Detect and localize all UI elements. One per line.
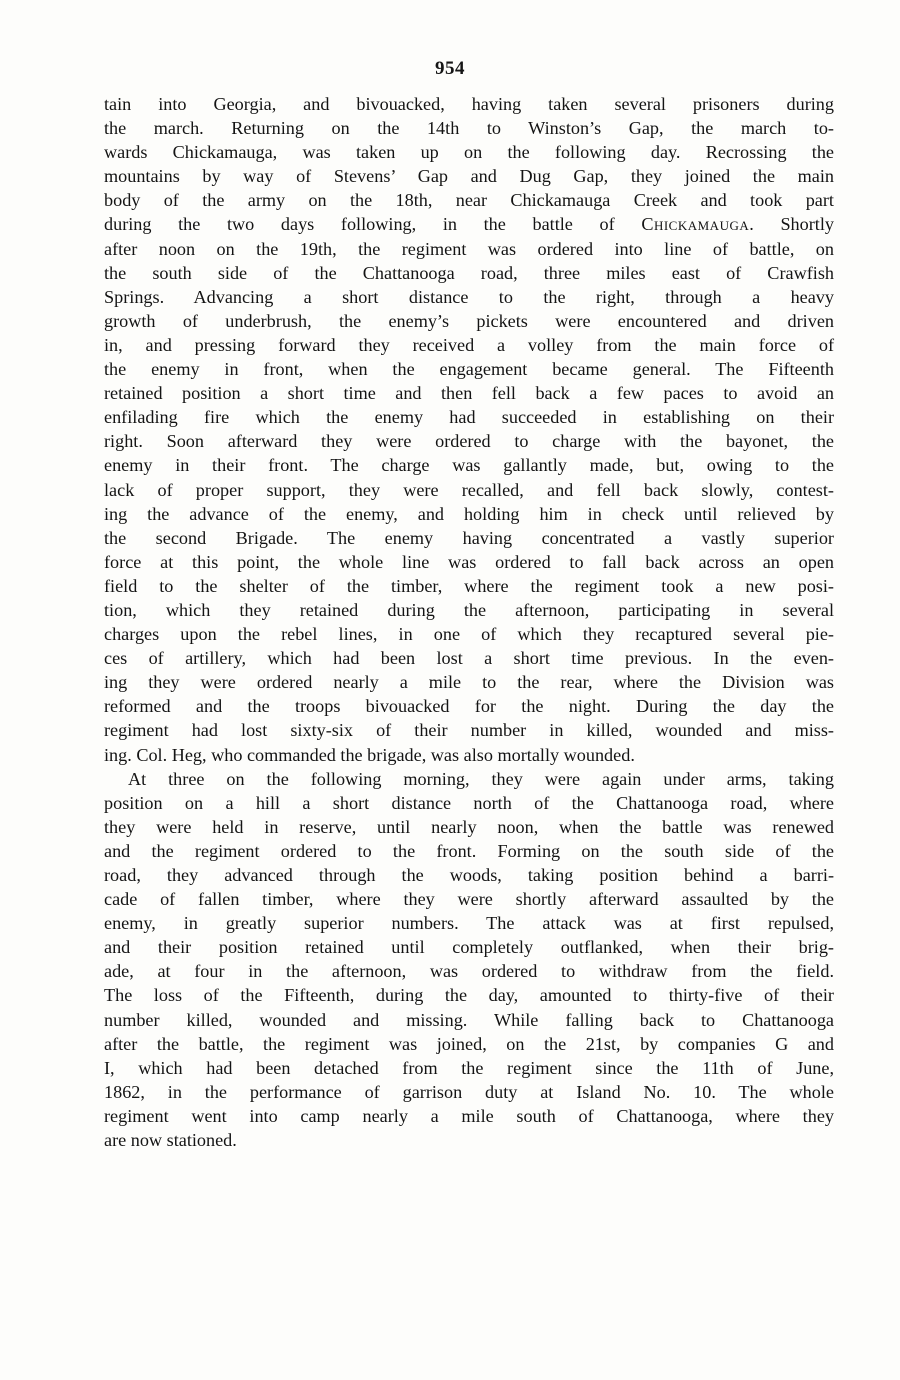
text-line: retained position a short time and then fell back a few paces to avoid an: [104, 383, 834, 404]
text-line: I, which had been detached from the regiment since the 11th of June,: [104, 1057, 834, 1078]
page-number: 954: [435, 58, 465, 79]
text-line: after the battle, the regiment was joined, on the 21st, by companies G and: [104, 1033, 834, 1054]
text-line: road, they advanced through the woods, taking position behind a barri-: [104, 865, 834, 885]
text-line: position on a hill a short distance north of the Chattanooga road, where: [104, 792, 834, 813]
text-line: lack of proper support, they were recalled, and fell back slowly, contest-: [104, 479, 834, 500]
text-line: the second Brigade. The enemy having concentrated a vastly superior: [104, 527, 834, 548]
text-line: the enemy in front, when the engagement became general. The Fifteenth: [104, 359, 834, 380]
text-line: field to the shelter of the timber, where the regiment took a new posi-: [104, 575, 834, 596]
text-line: and their position retained until completely outflanked, when their brig-: [104, 937, 834, 958]
text-line: charges upon the rebel lines, in one of which they recaptured several pie-: [104, 624, 834, 645]
text-line: after noon on the 19th, the regiment was ordered into line of battle, on: [104, 238, 834, 259]
text-line: cade of fallen timber, where they were shortly afterward assaulted by the: [104, 889, 834, 910]
text-line: number killed, wounded and missing. While falling back to Chattanooga: [104, 1009, 834, 1030]
small-caps-text: Chickamauga: [641, 214, 750, 235]
text-line: regiment went into camp nearly a mile south of Chattanooga, where they: [104, 1105, 834, 1126]
text-line: ces of artillery, which had been lost a short time previous. In the even-: [104, 648, 834, 669]
text-line: tion, which they retained during the afternoon, participating in several: [104, 599, 834, 620]
text-line: growth of underbrush, the enemy’s pickets were encountered and driven: [104, 310, 834, 331]
body-text: [104, 92, 834, 1152]
text-line: the march. Returning on the 14th to Winston’s Gap, the march to-: [104, 118, 834, 139]
text-line: during the two days following, in the battle of Chickamauga. Shortly: [104, 214, 835, 235]
text-line: they were held in reserve, until nearly noon, when the battle was renewed: [104, 816, 834, 837]
text-line: and the regiment ordered to the front. Forming on the south side of the: [104, 840, 834, 861]
text-line: body of the army on the 18th, near Chickamauga Creek and took part: [104, 190, 834, 211]
text-line: The loss of the Fifteenth, during the day, amounted to thirty-five of their: [104, 985, 834, 1006]
text-line: regiment had lost sixty-six of their number in killed, wounded and miss-: [104, 720, 834, 741]
text-line: mountains by way of Stevens’ Gap and Dug Gap, they joined the main: [104, 166, 834, 187]
text-line: right. Soon afterward they were ordered to charge with the bayonet, the: [104, 431, 834, 452]
text-line: ing they were ordered nearly a mile to the rear, where the Division was: [104, 672, 834, 693]
text-line: enfilading fire which the enemy had succeeded in establishing on their: [104, 407, 834, 428]
text-line: the south side of the Chattanooga road, three miles east of Crawfish: [104, 262, 834, 283]
text-line: force at this point, the whole line was ordered to fall back across an open: [104, 551, 834, 572]
text-line: enemy, in greatly superior numbers. The attack was at first repulsed,: [104, 913, 834, 934]
text-line: At three on the following morning, they were again under arms, taking: [128, 768, 834, 789]
text-line: ing the advance of the enemy, and holding him in check until relieved by: [104, 503, 834, 524]
text-line: Springs. Advancing a short distance to the right, through a heavy: [104, 286, 834, 307]
text-line: are now stationed.: [104, 1130, 237, 1151]
text-line: enemy in their front. The charge was gallantly made, but, owing to the: [104, 455, 834, 476]
text-line: ing. Col. Heg, who commanded the brigade, was also mortally wounded.: [104, 744, 635, 765]
text-line: tain into Georgia, and bivouacked, having taken several prisoners during: [104, 94, 834, 114]
text-line: in, and pressing forward they received a volley from the main force of: [104, 334, 834, 355]
paragraph: [104, 767, 834, 1153]
text-line: reformed and the troops bivouacked for the night. During the day the: [104, 696, 834, 717]
text-line: ade, at four in the afternoon, was ordered to withdraw from the field.: [104, 961, 834, 982]
text-line: wards Chickamauga, was taken up on the following day. Recrossing the: [104, 142, 834, 163]
paragraph: [104, 92, 834, 767]
text-line: 1862, in the performance of garrison duty at Island No. 10. The whole: [104, 1081, 834, 1102]
